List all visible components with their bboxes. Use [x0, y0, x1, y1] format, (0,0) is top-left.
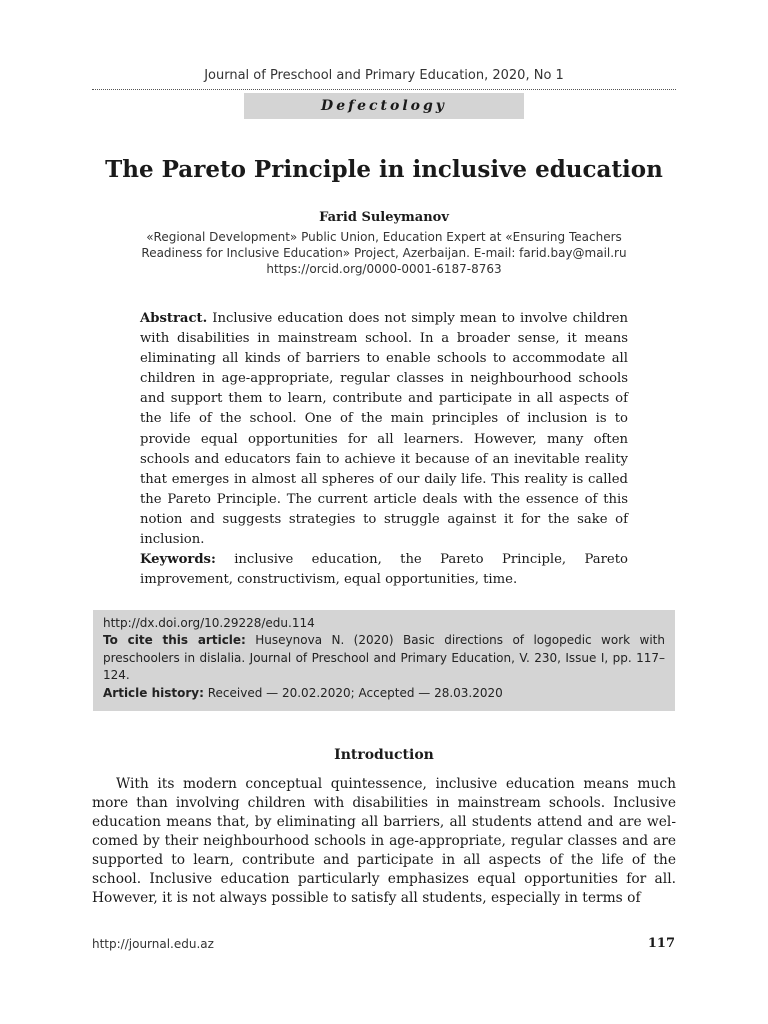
introduction-text: With its modern conceptual quintessence, inclusive education means much more than involving children with disabilities in mainstream schools. Inclusive education means that, by eliminating all barriers, all students attend and are welcomed by their neighbourhood schools in age-appropriate, regular classes and are supported to learn, contribute and participate in all aspects of the life of the school. Inclusive education particularly emphasizes equal opportunities for all. However, it is not always possible to satisfy all students, especially in terms of — [92, 776, 676, 906]
keywords-paragraph — [140, 550, 628, 590]
history-label: Article history: — [103, 685, 204, 700]
history-row — [103, 685, 665, 702]
cite-text: Huseynova N. (2020) Basic directions of logopedic work with preschoolers in dislalia. Journal of Preschool and Primary Education, V. 230, Issue I, pp. 117–124. — [103, 633, 665, 683]
header-divider — [92, 89, 676, 90]
cite-label: To cite this article: — [103, 633, 246, 648]
doi-link[interactable]: http://dx.doi.org/10.29228/edu.114 — [103, 616, 315, 630]
section-label: Defectology — [244, 93, 524, 119]
orcid-link[interactable]: https://orcid.org/0000-0001-6187-8763 — [266, 262, 502, 276]
abstract-label: Abstract. — [140, 311, 208, 326]
affiliation-line: Readiness for Inclusive Education» Project, Azerbaijan. E-mail: farid.bay@mail.ru — [141, 246, 627, 260]
cite-row — [103, 632, 665, 684]
abstract — [140, 309, 628, 590]
page-number: 117 — [647, 936, 675, 951]
author-name: Farid Suleymanov — [319, 210, 449, 225]
journal-header: Journal of Preschool and Primary Education, 2020, No 1 — [204, 68, 564, 83]
citation-box — [93, 610, 675, 711]
article-title: The Pareto Principle in inclusive education — [105, 156, 663, 183]
abstract-text: Inclusive education does not simply mean to involve children with disabilities in mainstream school. In a broader sense, it means eliminating all kinds of barriers to enable schools to accommodate all children in age-appropriate, regular classes in neighbourhood schools and support them to learn, contribute and participate in all aspects of the life of the school. One of the main principles of inclusion is to provide equal opportunities for all learners. However, many often schools and educators fain to achieve it because of an inevitable reality that emerges in almost all spheres of our daily life. This reality is called the Pareto Principle. The current article deals with the essence of this notion and suggests strategies to struggle against it for the sake of inclusion. — [140, 311, 628, 548]
introduction-heading: Introduction — [334, 747, 434, 763]
keywords-label: Keywords: — [140, 552, 216, 568]
footer-url[interactable]: http://journal.edu.az — [92, 937, 214, 951]
history-text: Received — 20.02.2020; Accepted — 28.03.2020 — [207, 685, 503, 700]
affiliation-line: «Regional Development» Public Union, Education Expert at «Ensuring Teachers — [146, 230, 622, 244]
author-affiliation — [92, 229, 676, 277]
keywords-text: inclusive education, the Pareto Principle, Pareto improvement, constructivism, equal opportunities, time. — [140, 552, 628, 588]
abstract-paragraph — [140, 309, 628, 550]
